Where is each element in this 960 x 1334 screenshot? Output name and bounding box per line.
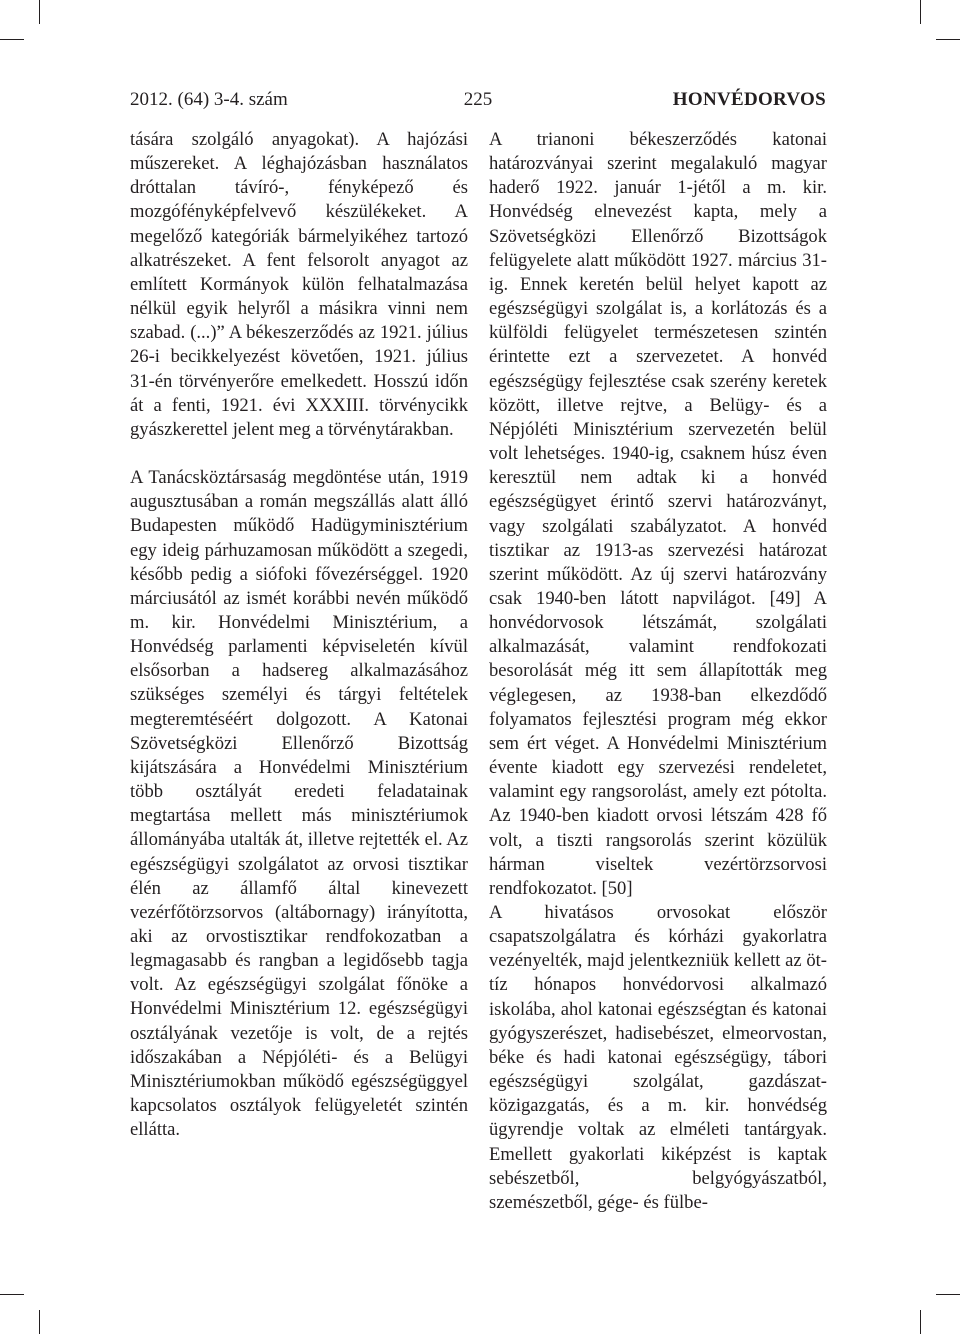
running-header	[130, 89, 826, 115]
paragraph: A trianoni békeszerződés katonai határozványai szerint megalakuló magyar haderő 1922. január 1-jétől a m. kir. Honvédség elnevezést kapta, mely a Szövetségközi Ellenőrző Bizottságok felügyelete alatt működött 1927. március 31-ig. Ennek keretén belül helyet kapott az egészségügyi szolgálat is, a korlátozás és a külföldi felügyelet természetesen szintén érintette ezt a szervezetet. A honvéd egészségügy fejlesztése csak szerény keretek között, illetve rejtve, a Belügy- és a Népjóléti Minisztérium szervezetén belül volt lehetséges. 1940-ig, csaknem húsz éven keresztül nem adtak ki a honvéd egészségügyet érintő szervi határozványt, vagy szolgálati szabályzatot. A honvéd tisztikar az 1913-as szervezési határozat szerint működött. Az új szervi határozvány csak 1940-ben látott napvilágot. [49] A honvédorvosok létszámát, szolgálati alkalmazását, valamint rendfokozati besorolását még itt sem állapították meg véglegesen, az 1938-ban elkezdődő folyamatos fejlesztési program még ekkor sem ért véget. A Honvédelmi Minisztérium évente kiadott egy szervezési rendeletet, valamint egy rangsorolást, amely ezt pótolta. Az 1940-ben kiadott orvosi létszám 428 fő volt, a tiszti rangsorolás szerint közülük hárman viseltek vezértörzsorvosi rendfokozatot. [50]	[489, 129, 827, 899]
paragraph: A Tanácsköztársaság megdöntése után, 1919 augusztusában a román megszállás alatt álló Budapesten működő Hadügyminisztérium egy ideig párhuzamosan működött a szegedi, később pedig a siófoki fővezérséggel. 1920 márciusától az ismét korábbi nevén működő m. kir. Honvédelmi Minisztérium, a Honvédség parlamenti képviseletén kívül elsősorban a hadsereg alkalmazásához szükséges személyi és tárgyi feltételek megteremtéséért dolgozott. A Katonai Szövetségközi Ellenőrző Bizottság kijátszására a Honvédelmi Minisztérium több osztályát eredeti feladatainak megtartása mellett más minisztériumok állományába utalták át, illetve rejtették el. Az egészségügyi szolgálatot az orvosi tisztikar élén az államfő által kinevezett vezérfőtörzsorvos (altábornagy) irányította, aki az orvostisztikar rendfokozatban a legmagasabb és rangban a legidősebb tagja volt. Az egészségügyi szolgálat főnöke a Honvédelmi Minisztérium 12. egészségügyi osztályának vezetője is volt, de a rejtés időszakában a Népjóléti- és a Belügyi Minisztériumokban működő egészségüggyel kapcsolatos osztályok felügyeletét szintén ellátta.	[130, 467, 468, 1141]
page-number: 225	[463, 89, 493, 110]
paragraph: tására szolgáló anyagokat). A hajózási műszereket. A léghajózásban használatos dróttalan távíró-, fényképező és mozgófényképfelvevő készülékeket. A megelőző kategóriák bármelyikéhez tartozó alkatrészeket. A fent felsorolt anyagot az említett Kormányok külön felhatalmazása nélkül egyik helyről a másikra vinni nem szabad. (...)” A békeszerződés az 1921. július 26-i becikkelyezést követően, 1921. július 31-én törvényerőre emelkedett. Hosszú időn át a fenti, 1921. évi XXXIII. törvénycikk gyászkerettel jelent meg a törvénytárakban.	[130, 129, 468, 440]
issue-info: 2012. (64) 3-4. szám	[130, 89, 288, 110]
crop-mark	[39, 0, 40, 24]
crop-mark	[936, 1294, 960, 1295]
crop-mark	[920, 0, 921, 24]
right-column	[489, 128, 827, 1215]
crop-mark	[0, 1294, 24, 1295]
crop-mark	[920, 1310, 921, 1334]
crop-mark	[39, 1310, 40, 1334]
left-column	[130, 128, 468, 1142]
journal-title: HONVÉDORVOS	[672, 89, 826, 110]
crop-mark	[936, 39, 960, 40]
paragraph: A hivatásos orvosokat először csapatszolgálatra és kórházi gyakorlatra vezényelték, majd jelentkezniük kellett az öt-tíz hónapos honvédorvosi alkalmazó iskolába, ahol katonai egészségtan és katonai gyógyszerészet, hadisebészet, elmeorvostan, béke és hadi katonai egészségügy, tábori egészségügyi szolgálat, gazdászat-közigazgatás, és a m. kir. honvédség ügyrendje voltak az elméleti tantárgyak. Emellett gyakorlati kiképzést is kaptak sebészetből, belgyógyászatból, szemészetből, gége- és fülbe-	[489, 902, 827, 1213]
crop-mark	[0, 39, 24, 40]
